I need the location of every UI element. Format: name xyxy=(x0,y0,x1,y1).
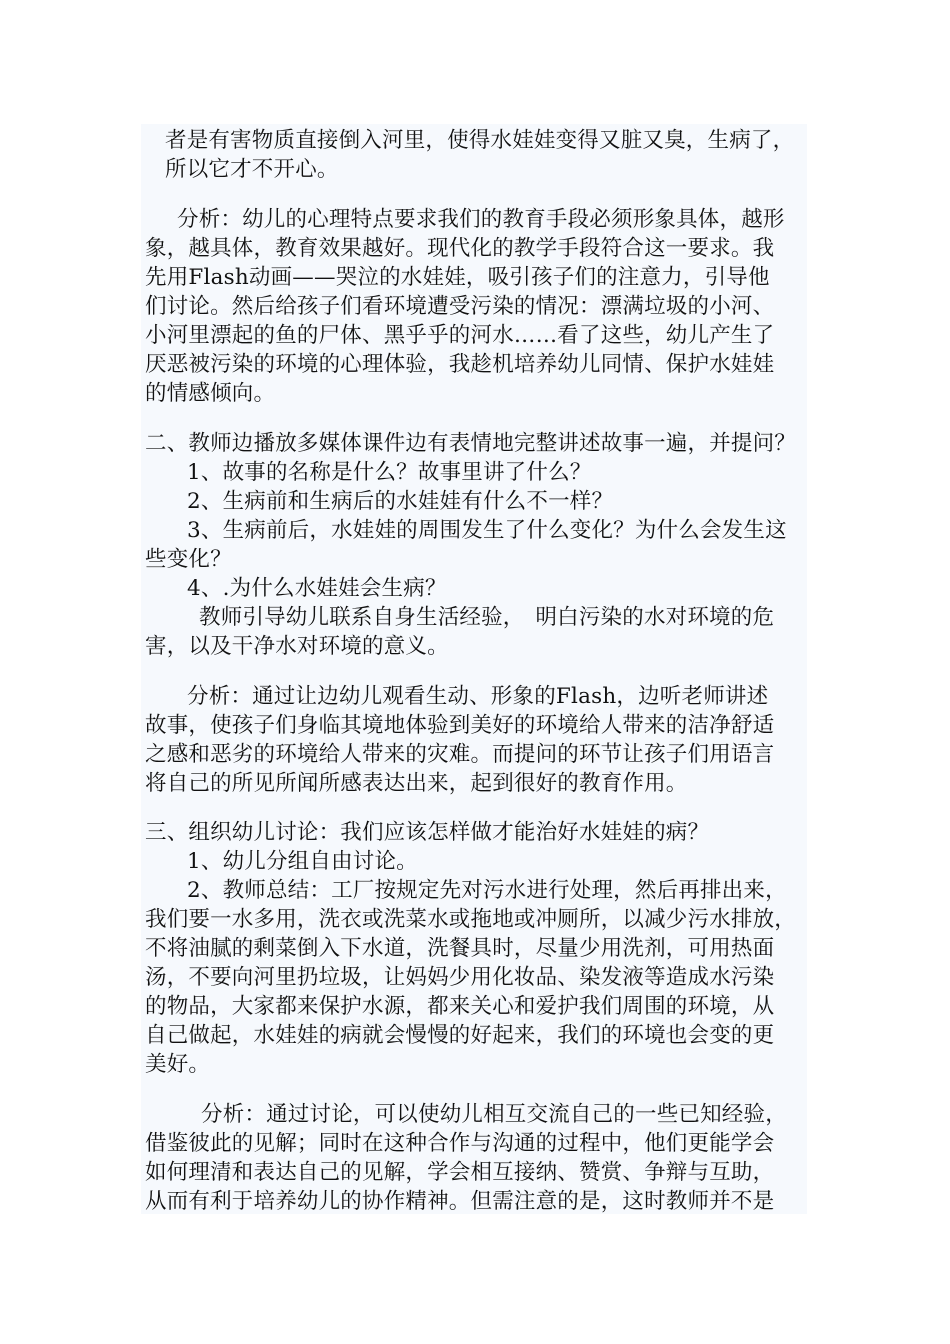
text-line: 些变化？ xyxy=(145,547,232,572)
text-line: 故事，使孩子们身临其境地体验到美好的环境给人带来的洁净舒适 xyxy=(145,713,775,738)
question-item: 3、生病前后，水娃娃的周围发生了什么变化？为什么会发生这 xyxy=(187,518,787,543)
list-item: 1、幼儿分组自由讨论。 xyxy=(187,849,418,874)
text-line: 的物品，大家都来保护水源，都来关心和爱护我们周围的环境，从 xyxy=(145,994,775,1019)
text-line: 如何理清和表达自己的见解，学会相互接纳、赞赏、争辩与互助， xyxy=(145,1160,775,1185)
text-line: 我们要一水多用，洗衣或洗菜水或拖地或冲厕所，以减少污水排放， xyxy=(145,907,797,932)
text-line: 象，越具体，教育效果越好。现代化的教学手段符合这一要求。我 xyxy=(145,236,775,261)
question-item: 2、生病前和生病后的水娃娃有什么不一样？ xyxy=(187,489,614,514)
document-body xyxy=(141,124,807,1214)
text-line: 将自己的所见所闻所感表达出来，起到很好的教育作用。 xyxy=(145,771,688,796)
text-line: 汤，不要向河里扔垃圾，让妈妈少用化妆品、染发液等造成水污染 xyxy=(145,965,775,990)
text-line: 不将油腻的剩菜倒入下水道，洗餐具时，尽量少用洗剂，可用热面 xyxy=(145,936,775,961)
text-line: 之感和恶劣的环境给人带来的灾难。而提问的环节让孩子们用语言 xyxy=(145,742,775,767)
text-line: 者是有害物质直接倒入河里，使得水娃娃变得又脏又臭，生病了， xyxy=(165,128,795,153)
text-line: 害，以及干净水对环境的意义。 xyxy=(145,634,449,659)
list-item: 2、教师总结：工厂按规定先对污水进行处理，然后再排出来， xyxy=(187,878,787,903)
text-line: 借鉴彼此的见解；同时在这种合作与沟通的过程中，他们更能学会 xyxy=(145,1131,775,1156)
text-line: 们讨论。然后给孩子们看环境遭受污染的情况：漂满垃圾的小河、 xyxy=(145,294,775,319)
text-line: 所以它才不开心。 xyxy=(165,157,339,182)
analysis-paragraph-line: 分析：通过让边幼儿观看生动、形象的Flash，边听老师讲述 xyxy=(187,684,769,709)
text-line: 厌恶被污染的环境的心理体验，我趁机培养幼儿同情、保护水娃娃 xyxy=(145,352,775,377)
text-line: 从而有利于培养幼儿的协作精神。但需注意的是，这时教师并不是 xyxy=(145,1189,775,1214)
analysis-paragraph-line: 分析：幼儿的心理特点要求我们的教育手段必须形象具体，越形 xyxy=(177,207,785,232)
question-item: 4、.为什么水娃娃会生病？ xyxy=(187,576,447,601)
text-line: 的情感倾向。 xyxy=(145,381,276,406)
text-line: 教师引导幼儿联系自身生活经验， 明白污染的水对环境的危 xyxy=(199,605,775,630)
text-line: 自己做起，水娃娃的病就会慢慢的好起来，我们的环境也会变的更 xyxy=(145,1023,775,1048)
section-heading-3: 三、组织幼儿讨论：我们应该怎样做才能治好水娃娃的病？ xyxy=(145,820,710,845)
question-item: 1、故事的名称是什么？故事里讲了什么？ xyxy=(187,460,592,485)
text-line: 先用Flash动画——哭泣的水娃娃，吸引孩子们的注意力，引导他 xyxy=(145,265,770,290)
text-line: 美好。 xyxy=(145,1052,211,1077)
text-line: 小河里漂起的鱼的尸体、黑乎乎的河水……看了这些，幼儿产生了 xyxy=(145,323,775,348)
section-heading-2: 二、教师边播放多媒体课件边有表情地完整讲述故事一遍，并提问？ xyxy=(145,431,797,456)
analysis-paragraph-line: 分析：通过讨论，可以使幼儿相互交流自己的一些已知经验， xyxy=(201,1102,787,1127)
